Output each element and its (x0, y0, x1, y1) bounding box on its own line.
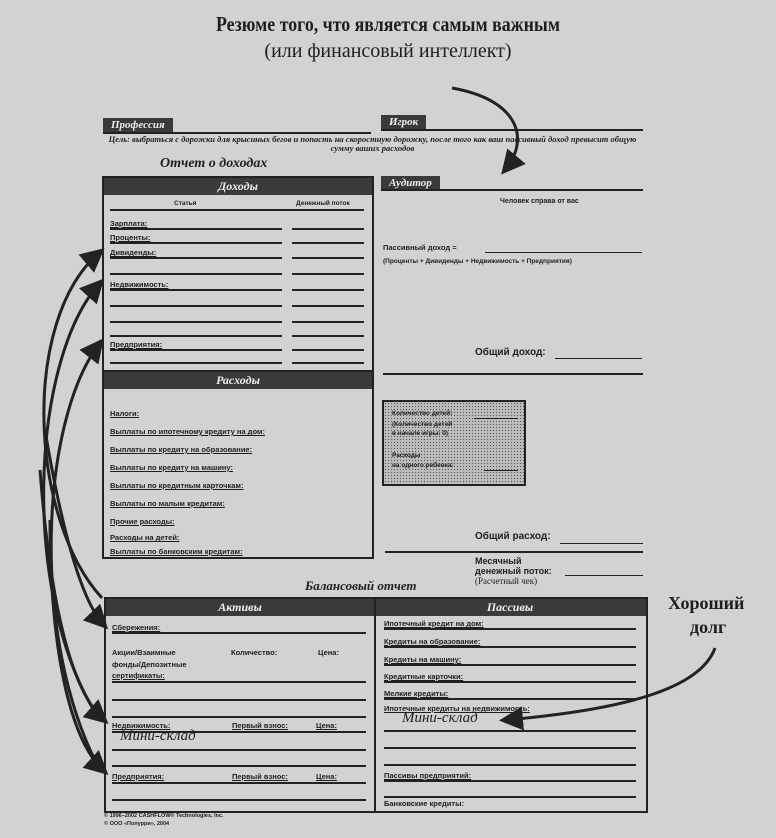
expense-row: Выплаты по банковским кредитам: (110, 547, 243, 556)
asset-down-payment-label: Первый взнос: (232, 721, 288, 730)
auditor-label: Аудитор (381, 176, 440, 190)
goal-text: Цель: выбраться с дорожки для крысиных бегов и попасть на скоростную дорожку, после того как ваш пассивный доход превысит общую сумму ваших расходов (108, 134, 637, 153)
asset-business: Предприятия: (112, 772, 165, 781)
cashflow-note: (Расчетный чек) (475, 576, 538, 586)
liability-row: Ипотечные кредиты на недвижимость: (384, 704, 530, 713)
balance-sheet-title: Балансовый отчет (305, 578, 417, 593)
expense-row: Налоги: (110, 409, 140, 418)
per-child-label: на одного ребенка: (392, 462, 454, 469)
assets-header: Активы (106, 599, 374, 616)
liability-row: Кредиты на машину: (384, 655, 462, 664)
expense-row: Прочие расходы: (110, 517, 175, 526)
good-debt-annotation: Хороший (668, 593, 745, 613)
income-row: Проценты: (110, 233, 151, 242)
asset-price-label: Цена: (316, 772, 337, 781)
handwritten-mini-warehouse-liability: Мини-склад (402, 710, 478, 726)
income-row: Недвижимость: (110, 280, 169, 289)
children-note: (Количество детей (392, 421, 453, 428)
player-label: Игрок (381, 115, 426, 129)
liability-business: Пассивы предприятий: (384, 771, 472, 780)
income-row: Зарплата: (110, 219, 148, 228)
expense-row: Выплаты по кредитным карточкам: (110, 481, 244, 490)
cashflow-label: денежный поток: (475, 566, 552, 576)
col-flow: Денежный поток (296, 200, 350, 207)
passive-income-label: Пассивный доход = (383, 243, 457, 252)
asset-savings: Сбережения: (112, 623, 161, 632)
expense-row: Выплаты по ипотечному кредиту на дом: (110, 427, 265, 436)
passive-income-formula: (Проценты + Дивиденды + Недвижимость + Предприятия) (383, 258, 572, 265)
children-count-label: Количество детей: (392, 410, 453, 417)
income-statement-title: Отчет о доходах (160, 156, 268, 171)
expense-row: Выплаты по кредиту на образование: (110, 445, 253, 454)
expense-row: Выплаты по кредиту на машину: (110, 463, 234, 472)
asset-stocks: сертификаты: (112, 671, 165, 680)
liability-row: Ипотечный кредит на дом: (384, 619, 484, 628)
liability-bank: Банковские кредиты: (384, 799, 464, 808)
asset-price-label: Цена: (318, 648, 339, 657)
asset-stocks: фонды/Депозитные (112, 660, 187, 669)
asset-down-payment-label: Первый взнос: (232, 772, 288, 781)
income-row: Предприятия: (110, 340, 163, 349)
liability-row: Кредиты на образование: (384, 637, 481, 646)
copyright: © 1996–2002 CASHFLOW® Technologies, Inc. (104, 813, 224, 819)
expense-row: Расходы на детей: (110, 533, 180, 542)
children-note: в начале игры: 0) (392, 430, 449, 437)
arrow-to-real-estate-asset (40, 470, 104, 720)
cashflow-label: Месячный (475, 556, 522, 566)
liabilities-header: Пассивы (374, 599, 646, 616)
col-item: Статья (174, 200, 197, 207)
liability-row: Мелкие кредиты: (384, 689, 449, 698)
handwritten-mini-warehouse-asset: Мини-склад (120, 728, 196, 744)
asset-real-estate: Недвижимость: (112, 721, 171, 730)
arrow-to-business-asset (50, 520, 104, 771)
page-title: Резюме того, что является самым важным (215, 12, 561, 36)
arrow-to-mini-warehouse (505, 648, 715, 720)
copyright: © ООО «Попурри», 2004 (104, 821, 170, 827)
auditor-note: Человек справа от вас (500, 198, 579, 205)
total-income-label: Общий доход: (475, 347, 546, 358)
income-row: Дивиденды: (110, 248, 157, 257)
asset-stocks: Акции/Взаимные (112, 648, 176, 657)
asset-price-label: Цена: (316, 721, 337, 730)
arrow-to-auditor (452, 88, 517, 170)
total-expense-label: Общий расход: (475, 531, 551, 542)
income-header: Доходы (104, 178, 372, 195)
profession-label: Профессия (103, 118, 173, 132)
expense-row: Выплаты по малым кредитам: (110, 499, 225, 508)
asset-quantity-label: Количество: (231, 648, 278, 657)
good-debt-annotation: долг (690, 617, 727, 637)
liability-row: Кредитные карточки: (384, 672, 464, 681)
per-child-label: Расходы (392, 452, 421, 459)
page-subtitle: (или финансовый интеллект) (264, 40, 512, 62)
expenses-header: Расходы (104, 372, 372, 389)
